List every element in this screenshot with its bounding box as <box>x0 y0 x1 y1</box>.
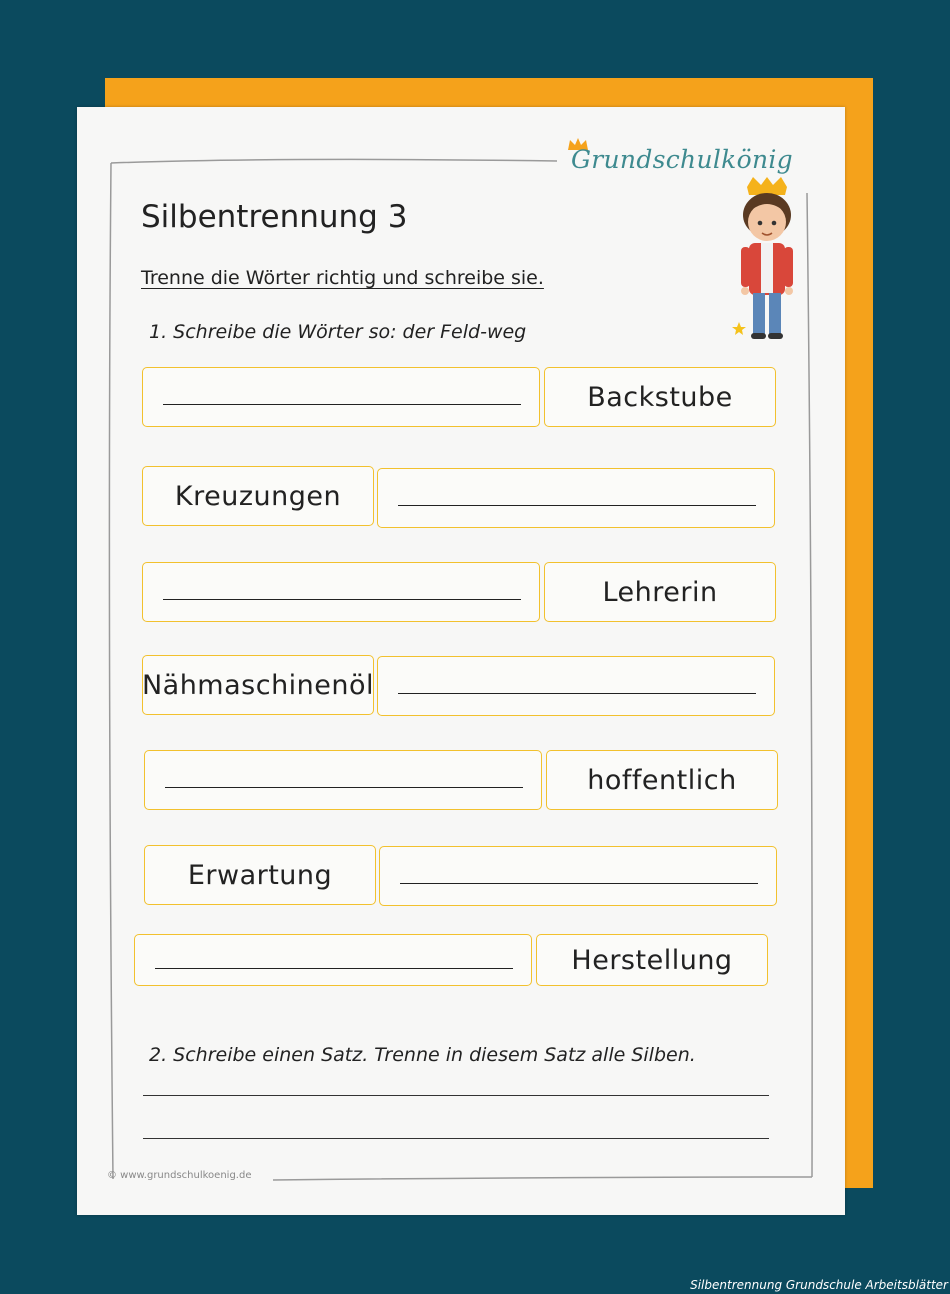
boy-illustration <box>727 177 807 347</box>
answer-box[interactable] <box>377 656 775 716</box>
task-1: 1. Schreibe die Wörter so: der Feld-weg <box>149 321 527 343</box>
writing-line[interactable] <box>143 1138 769 1139</box>
word-box: Kreuzungen <box>142 466 374 526</box>
word-box: Herstellung <box>536 934 768 986</box>
instruction: Trenne die Wörter richtig und schreibe sie. <box>141 267 544 289</box>
answer-box[interactable] <box>377 468 775 528</box>
task-2: 2. Schreibe einen Satz. Trenne in diesem Satz alle Silben. <box>149 1044 696 1066</box>
answer-box[interactable] <box>142 367 540 427</box>
writing-line[interactable] <box>143 1095 769 1096</box>
word-box: Erwartung <box>144 845 376 905</box>
worksheet-title: Silbentrennung 3 <box>141 199 408 235</box>
footer-website: © www.grundschulkoenig.de <box>107 1170 252 1181</box>
image-caption: Silbentrennung Grundschule Arbeitsblätter <box>690 1278 948 1292</box>
word-box: Nähmaschinenöl <box>142 655 374 715</box>
worksheet-page <box>77 107 845 1215</box>
answer-box[interactable] <box>142 562 540 622</box>
word-box: Lehrerin <box>544 562 776 622</box>
word-box: Backstube <box>544 367 776 427</box>
answer-box[interactable] <box>144 750 542 810</box>
answer-box[interactable] <box>134 934 532 986</box>
word-box: hoffentlich <box>546 750 778 810</box>
answer-box[interactable] <box>379 846 777 906</box>
brand-logo: Grundschulkönig <box>571 145 793 174</box>
